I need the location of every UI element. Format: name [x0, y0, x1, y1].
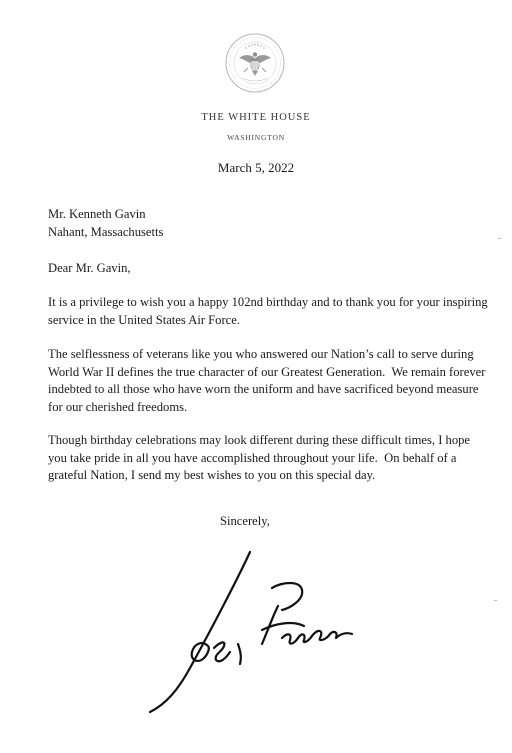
salutation: Dear Mr. Gavin, — [48, 261, 131, 275]
paper-speck — [498, 238, 501, 239]
letter-date: March 5, 2022 — [217, 160, 295, 175]
paper-speck — [494, 600, 497, 601]
handwritten-signature — [142, 548, 362, 718]
recipient-location: Nahant, Massachusetts — [48, 224, 164, 239]
recipient-address — [48, 206, 488, 241]
paragraph-2: The selflessness of veterans like you who answered our Nation’s call to serve during World War II defines the true character of our Greatest Generation. We remain forever indebted to all those who have worn the uniform and have sacrificed beyond measure for our cherished freedoms. — [48, 347, 486, 414]
letterhead-location: WASHINGTON — [227, 133, 285, 142]
letterhead-title: THE WHITE HOUSE — [201, 112, 311, 123]
presidential-seal-icon — [224, 32, 286, 94]
paragraph-3: Though birthday celebrations may look different during these difficult times, I hope you take pride in all you have accomplished throughout your life. On behalf of a grateful Nation, I send my best wishes to you on this special day. — [48, 433, 471, 482]
recipient-name: Mr. Kenneth Gavin — [48, 207, 146, 221]
closing: Sincerely, — [220, 514, 270, 528]
paragraph-1: It is a privilege to wish you a happy 102nd birthday and to thank you for your inspiring service in the United States Air Force. — [48, 295, 488, 327]
